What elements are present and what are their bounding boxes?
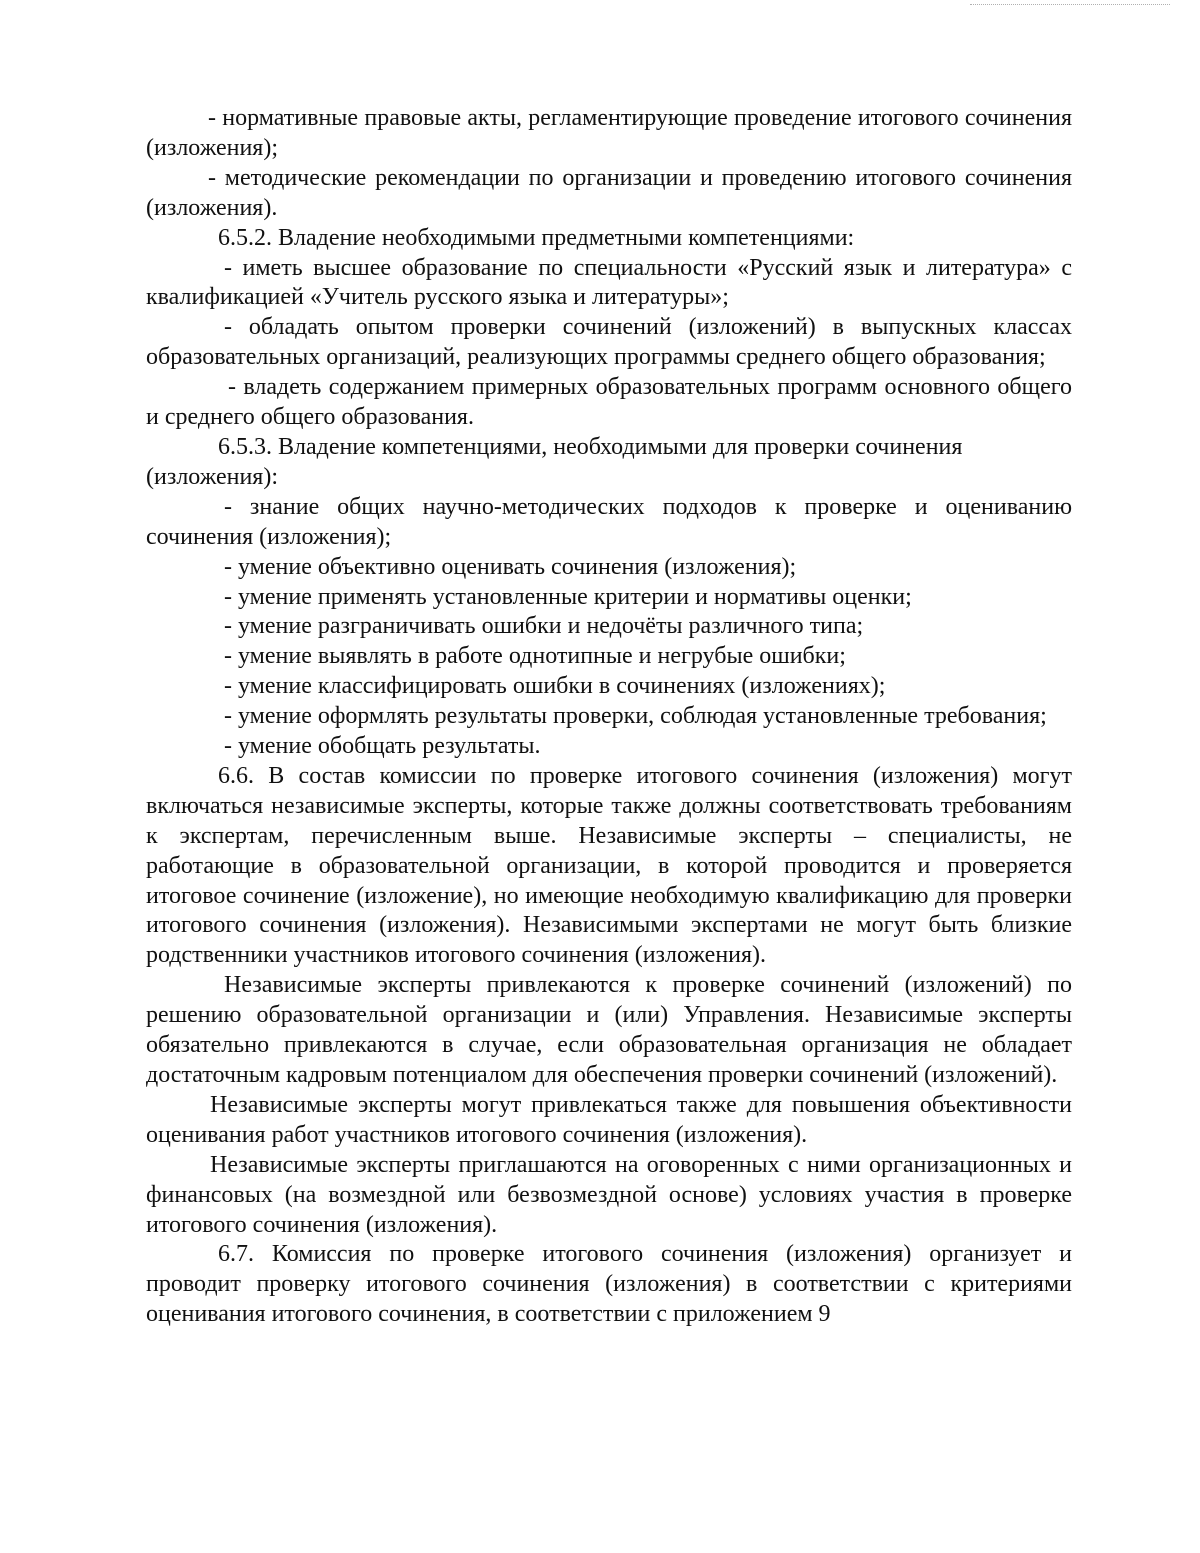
body-paragraph: Независимые эксперты приглашаются на оговоренных с ними организационных и финансовых (на возмездной или безвозмездной основе) условиях участия в проверке итогового сочинения (изложения).	[146, 1151, 1072, 1238]
list-item: - нормативные правовые акты, регламентирующие проведение итогового сочинения (изложения);	[146, 105, 1072, 161]
list-item: - методические рекомендации по организации и проведению итогового сочинения (изложения).	[146, 164, 1072, 221]
scan-artifact	[970, 4, 1170, 11]
list-item: - умение выявлять в работе однотипные и негрубые ошибки;	[224, 643, 846, 670]
list-item: - умение классифицировать ошибки в сочинениях (изложениях);	[224, 673, 886, 700]
list-item: - владеть содержанием примерных образовательных программ основного общего и среднего общего образования.	[146, 374, 1072, 431]
list-item: - умение оформлять результаты проверки, соблюдая установленные требования;	[224, 703, 1047, 730]
list-item: - умение обобщать результаты.	[224, 733, 541, 760]
section-heading: 6.5.2. Владение необходимыми предметными компетенциями:	[218, 224, 855, 251]
document-body	[146, 104, 1072, 1330]
list-item: - обладать опытом проверки сочинений (изложений) в выпускных классах образовательных организаций, реализующих программы среднего общего образования;	[146, 314, 1072, 371]
body-paragraph: 6.6. В состав комиссии по проверке итогового сочинения (изложения) могут включаться независимые эксперты, которые также должны соответствовать требованиям к экспертам, перечисленным выше. Независимые эксперты – специалисты, не работающие в образовательной организации, в которой проводится и проверяется итоговое сочинение (изложение), но имеющие необходимую квалификацию для проверки итогового сочинения (изложения). Независимыми экспертами не могут быть близкие родственники участников итогового сочинения (изложения).	[146, 762, 1072, 969]
body-paragraph: 6.7. Комиссия по проверке итогового сочинения (изложения) организует и проводит проверку итогового сочинения (изложения) в соответствии с критериями оценивания итогового сочинения, в соответствии с приложением 9	[146, 1241, 1072, 1328]
section-heading: 6.5.3. Владение компетенциями, необходимыми для проверки сочинения (изложения):	[146, 433, 963, 490]
list-item: - умение разграничивать ошибки и недочёты различного типа;	[224, 613, 864, 640]
body-paragraph: Независимые эксперты могут привлекаться также для повышения объективности оценивания работ участников итогового сочинения (изложения).	[146, 1091, 1072, 1148]
list-item: - умение применять установленные критерии и нормативы оценки;	[224, 583, 912, 610]
body-paragraph: Независимые эксперты привлекаются к проверке сочинений (изложений) по решению образовательной организации и (или) Управления. Независимые эксперты обязательно привлекаются в случае, если образовательная организация не обладает достаточным кадровым потенциалом для обеспечения проверки сочинений (изложений).	[146, 972, 1072, 1088]
list-item: - иметь высшее образование по специальности «Русский язык и литература» с квалификацией «Учитель русского языка и литературы»;	[146, 254, 1072, 311]
list-item: - умение объективно оценивать сочинения (изложения);	[224, 553, 797, 580]
list-item: - знание общих научно-методических подходов к проверке и оцениванию сочинения (изложения);	[146, 493, 1072, 550]
